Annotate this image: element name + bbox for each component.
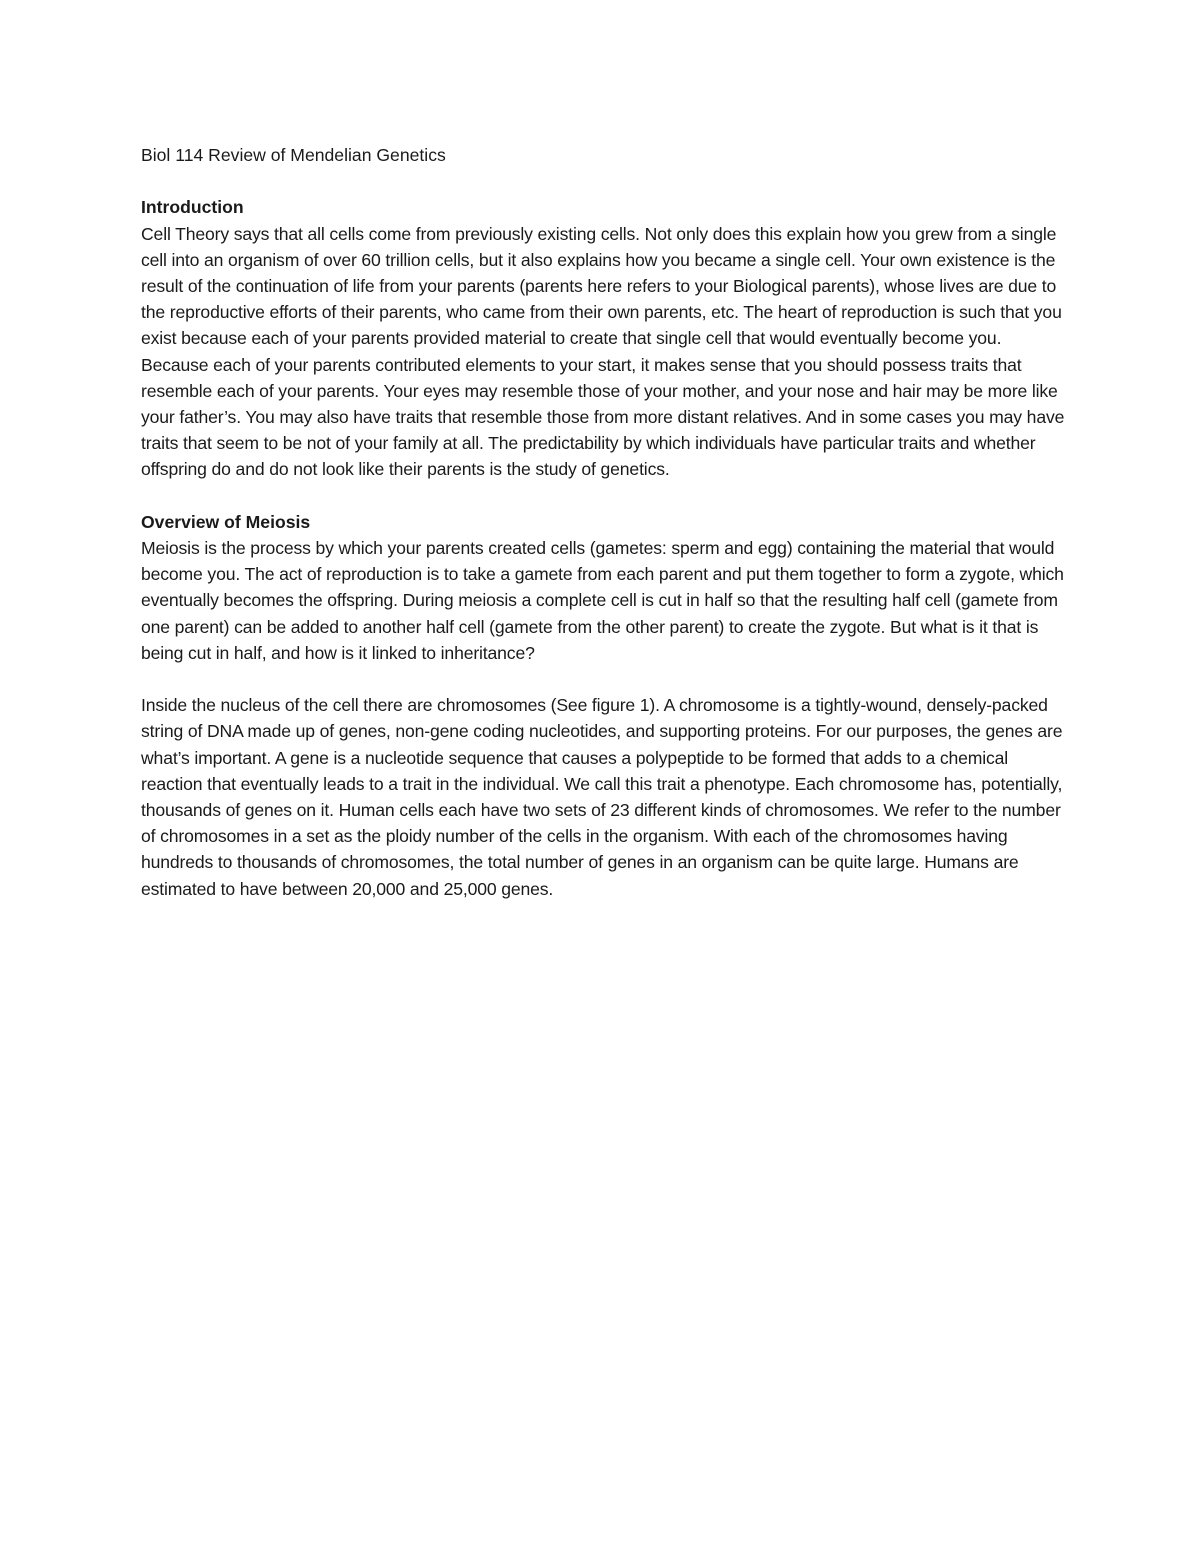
paragraph-chromosomes: Inside the nucleus of the cell there are chromosomes (See figure 1). A chromosome is a tightly-wound, densely-packed string of DNA made up of genes, non-gene coding nucleotides, and supporting proteins. For our purposes, the genes are what’s important. A gene is a nucleotide sequence that causes a polypeptide to be formed that adds to a chemical reaction that eventually leads to a trait in the individual. We call this trait a phenotype. Each chromosome has, potentially, thousands of genes on it. Human cells each have two sets of 23 different kinds of chromosomes. We refer to the number of chromosomes in a set as the ploidy number of the cells in the organism. With each of the chromosomes having hundreds to thousands of chromosomes, the total number of genes in an organism can be quite large. Humans are estimated to have between 20,000 and 25,000 genes. [141,695,1063,899]
section-overview-of-meiosis [141,509,1066,902]
section-heading-meiosis: Overview of Meiosis [141,511,311,532]
paragraph-meiosis-process: Meiosis is the process by which your parents created cells (gametes: sperm and egg) containing the material that would become you. The act of reproduction is to take a gamete from each parent and put them together to form a zygote, which eventually becomes the offspring. During meiosis a complete cell is cut in half so that the resulting half cell (gamete from one parent) can be added to another half cell (gamete from the other parent) to create the zygote. But what is it that is being cut in half, and how is it linked to inheritance? [141,538,1064,663]
document-title: Biol 114 Review of Mendelian Genetics [141,145,446,165]
document-page [141,142,1066,902]
section-introduction [141,194,1066,482]
paragraph-introduction: Cell Theory says that all cells come from previously existing cells. Not only does this explain how you grew from a single cell into an organism of over 60 trillion cells, but it also explains how you became a single cell. Your own existence is the result of the continuation of life from your parents (parents here refers to your Biological parents), whose lives are due to the reproductive efforts of their parents, who came from their own parents, etc. The heart of reproduction is such that you exist because each of your parents provided material to create that single cell that would eventually become you. Because each of your parents contributed elements to your start, it makes sense that you should possess traits that resemble each of your parents. Your eyes may resemble those of your mother, and your nose and hair may be more like your father’s. You may also have traits that resemble those from more distant relatives. And in some cases you may have traits that seem to be not of your family at all. The predictability by which individuals have particular traits and whether offspring do and do not look like their parents is the study of genetics. [141,223,1065,480]
section-heading-introduction: Introduction [141,197,244,218]
